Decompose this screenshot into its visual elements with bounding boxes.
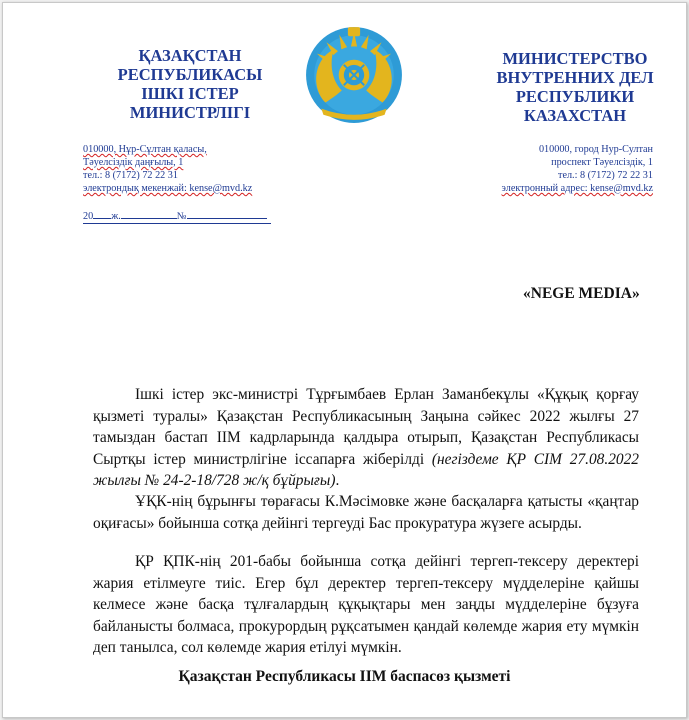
address-line-1: 010000, город Нур-Султан xyxy=(538,144,653,155)
contacts-kz xyxy=(83,143,252,195)
email-line: электронный адрес: kense@mvd.kz xyxy=(501,183,653,194)
phone-line: тел.: 8 (7172) 72 22 31 xyxy=(83,170,178,181)
contacts-ru xyxy=(473,143,653,195)
address-line-2: проспект Тәуелсіздік, 1 xyxy=(551,157,653,168)
address-line-1: 010000, Нұр-Сұлтан қаласы, xyxy=(83,144,207,155)
body-paragraph-3: ҚР ҚПК-нің 201-бабы бойынша сотқа дейінгі тергеп-тексеру деректері жария етілмеуге тиіс. Егер бұл деректер тергеп-тексеру мүдделеріне қайшы келмесе және басқа тұлғалардың құқықтары мен заңды мүдделеріне бұзуға байланысты болмаса, прокурордың рұқсатымен қандай көлемде жария ету мүмкін деп танылса, сол көлемде жария етілуі мүмкін. xyxy=(93,553,639,656)
recipient: «NEGE MEDIA» xyxy=(523,285,640,302)
signature: Қазақстан Республикасы ІІМ баспасөз қызметі xyxy=(178,668,511,685)
body-paragraph-2: ҰҚК-нің бұрынғы төрағасы К.Мәсімовке және басқаларға қатысты «қаңтар оқиғасы» бойынша сотқа дейінгі тергеуді Бас прокуратура жүзеге асырды. xyxy=(93,493,639,532)
ministry-title-kz: ҚАЗАҚСТАН РЕСПУБЛИКАСЫ ІШКІ ІСТЕР МИНИСТРЛІГІ xyxy=(117,46,263,122)
phone-line: тел.: 8 (7172) 72 22 31 xyxy=(558,170,653,181)
basis-reference: (негіздеме ҚР СІМ 27.08.2022 жылғы № 24-2-18/728 ж/қ бұйрығы) xyxy=(93,450,640,489)
address-line-2: Тәуелсіздік даңғылы, 1 xyxy=(83,157,184,168)
registration-line: 20 ж. № xyxy=(83,209,267,222)
letter-page xyxy=(2,2,687,718)
header-divider xyxy=(83,223,271,224)
ministry-title-ru: МИНИСТЕРСТВО ВНУТРЕННИХ ДЕЛ РЕСПУБЛИКИ КАЗАХСТАН xyxy=(496,49,654,125)
state-emblem-icon xyxy=(303,23,405,125)
body-paragraph-1: Ішкі істер экс-министрі Тұрғымбаев Ерлан Заманбекұлы «Құқық қорғау қызметі туралы» Қазақстан Республикасының Заңына сәйкес 2022 жылғы 27 тамыздан бастап ІІМ кадрларында қалдыра отырып, Қазақстан Республикасы Сыртқы істер министрлігіне іссапарға жіберілді (негіздеме ҚР СІМ 27.08.2022 жылғы № 24-2-18/728 ж/қ бұйрығы). xyxy=(93,386,640,489)
email-line: электрондық мекенжай: kense@mvd.kz xyxy=(83,183,253,194)
